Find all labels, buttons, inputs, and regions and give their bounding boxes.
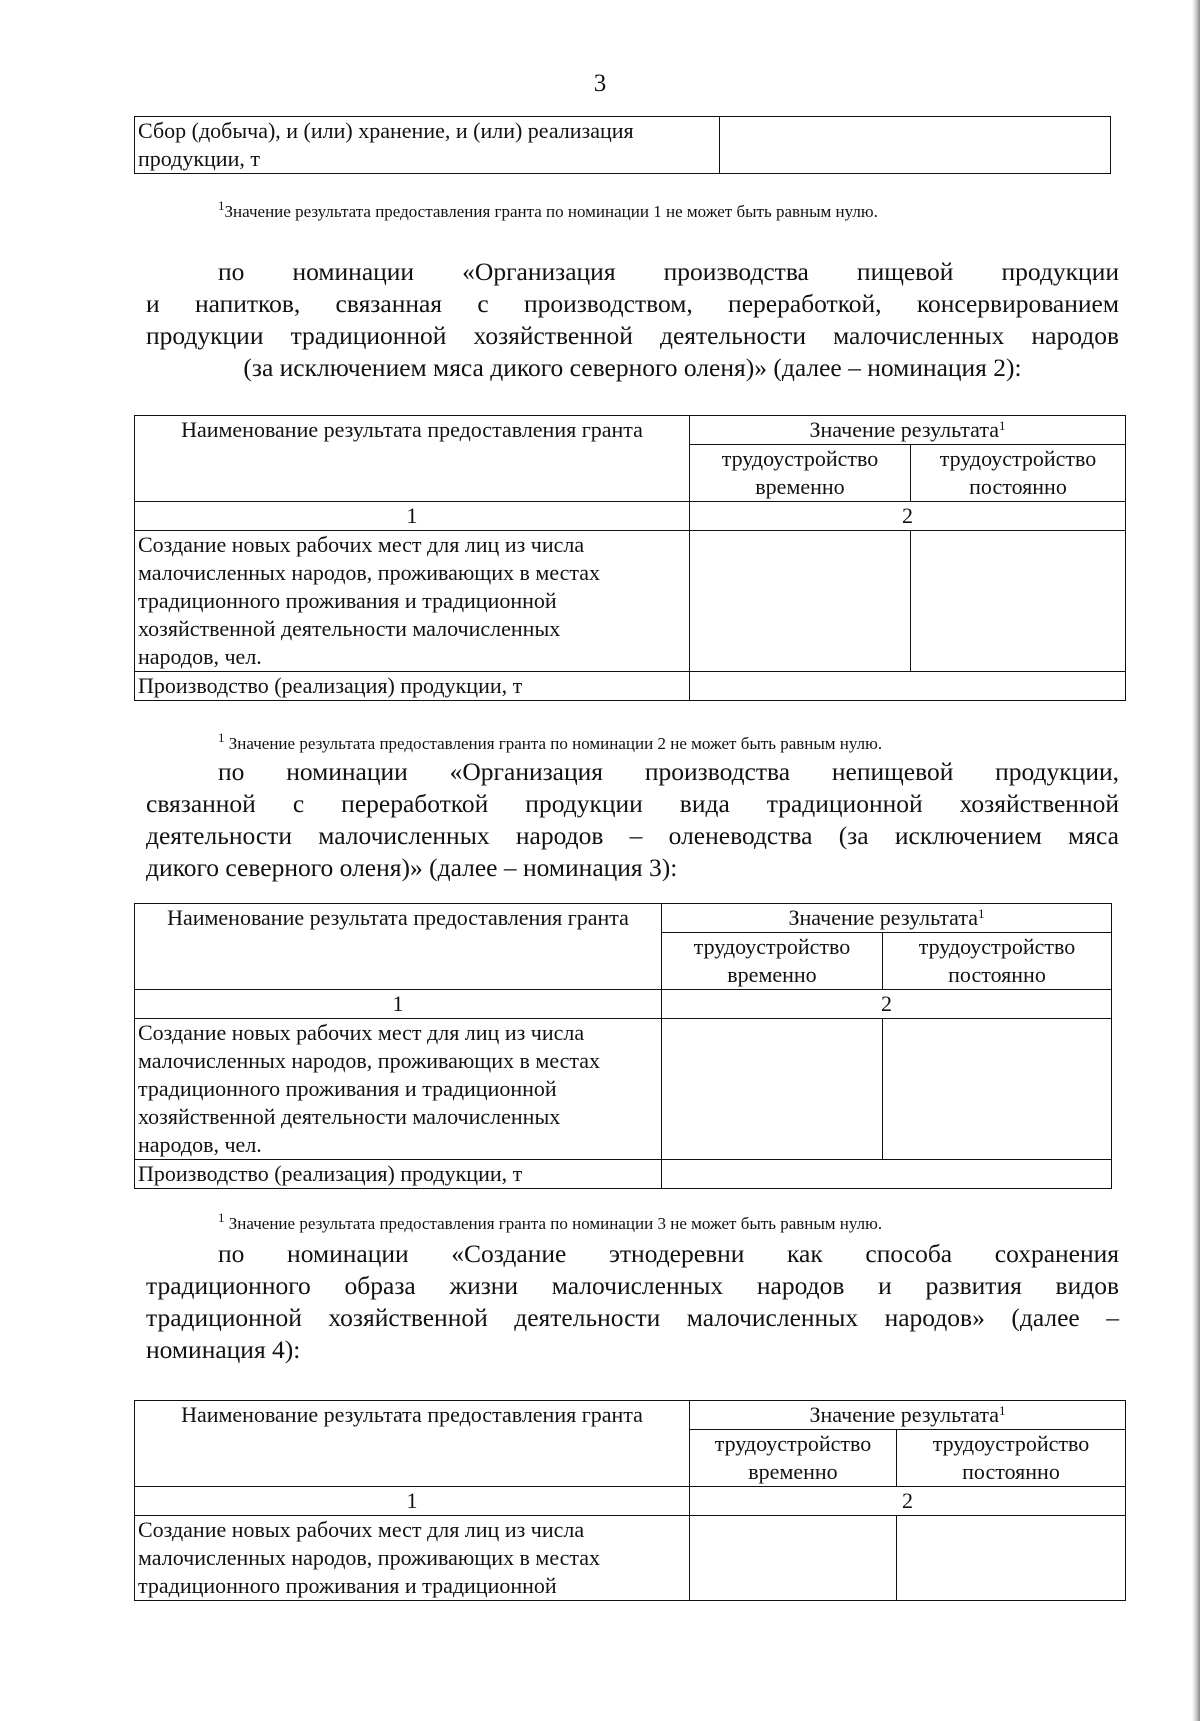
table-cell-value bbox=[690, 672, 1126, 701]
table-row bbox=[135, 502, 1126, 531]
header-text: Значение результата bbox=[788, 905, 978, 930]
table-row bbox=[135, 117, 1111, 174]
table-header-row bbox=[135, 1401, 1126, 1430]
cell-text: народов, чел. bbox=[138, 1132, 262, 1157]
header-text: Наименование результата предоставления гранта bbox=[181, 417, 643, 442]
header-value bbox=[690, 416, 1126, 445]
header-permanent bbox=[897, 1430, 1126, 1487]
footnote-1 bbox=[218, 198, 878, 222]
table-row bbox=[135, 531, 1126, 672]
column-number: 1 bbox=[135, 990, 662, 1019]
cell-text: традиционного проживания и традиционной bbox=[138, 1076, 557, 1101]
table-cell-value bbox=[911, 531, 1126, 672]
footnote-mark: 1 bbox=[218, 198, 225, 213]
header-temporary bbox=[690, 1430, 897, 1487]
header-permanent bbox=[883, 933, 1112, 990]
table-header-row bbox=[135, 904, 1112, 933]
header-text: трудоустройство bbox=[939, 446, 1097, 471]
footnote-text: Значение результата предоставления гранта по номинации 2 не может быть равным нулю. bbox=[228, 734, 883, 753]
header-temporary bbox=[690, 445, 911, 502]
nomination-4-table bbox=[134, 1400, 1126, 1601]
header-value bbox=[690, 1401, 1126, 1430]
paragraph-line: традиционной хозяйственной деятельности малочисленных народов» (далее – bbox=[146, 1303, 1119, 1332]
row-label-production: Производство (реализация) продукции, т bbox=[135, 672, 690, 701]
footnote-2 bbox=[218, 730, 883, 754]
nomination1-table-end bbox=[134, 116, 1111, 174]
table-cell-value bbox=[720, 117, 1111, 174]
footnote-text: Значение результата предоставления гранта по номинации 1 не может быть равным нулю. bbox=[224, 202, 878, 221]
header-text: Наименование результата предоставления гранта bbox=[181, 1402, 643, 1427]
paragraph-line: номинация 4): bbox=[146, 1335, 301, 1364]
header-text: Значение результата bbox=[809, 417, 999, 442]
table-cell-value bbox=[690, 531, 911, 672]
nomination-2-table bbox=[134, 415, 1126, 701]
table-row bbox=[135, 1487, 1126, 1516]
footnote-mark: 1 bbox=[999, 418, 1006, 433]
footnote-mark: 1 bbox=[999, 1403, 1006, 1418]
table-cell-value bbox=[662, 1160, 1112, 1189]
table-row bbox=[135, 1019, 1112, 1160]
header-value bbox=[662, 904, 1112, 933]
header-text: временно bbox=[727, 962, 817, 987]
footnote-mark: 1 bbox=[218, 730, 225, 745]
header-name bbox=[135, 904, 662, 990]
table-cell-value bbox=[883, 1019, 1112, 1160]
paragraph-line: деятельности малочисленных народов – оленеводства (за исключением мяса bbox=[146, 821, 1119, 850]
cell-text: малочисленных народов, проживающих в местах bbox=[138, 1545, 601, 1570]
cell-text: хозяйственной деятельности малочисленных bbox=[138, 616, 561, 641]
header-name bbox=[135, 416, 690, 502]
column-number: 2 bbox=[662, 990, 1112, 1019]
paragraph-line: и напитков, связанная с производством, переработкой, консервированием bbox=[146, 289, 1119, 318]
header-text: постоянно bbox=[969, 474, 1067, 499]
cell-text: малочисленных народов, проживающих в местах bbox=[138, 1048, 601, 1073]
cell-text: Создание новых рабочих мест для лиц из числа bbox=[138, 1020, 585, 1045]
header-text: трудоустройство bbox=[693, 934, 851, 959]
footnote-text: Значение результата предоставления гранта по номинации 3 не может быть равным нулю. bbox=[228, 1214, 883, 1233]
scan-edge bbox=[1192, 0, 1200, 1721]
cell-text: малочисленных народов, проживающих в местах bbox=[138, 560, 601, 585]
row-label-jobs bbox=[135, 531, 690, 672]
paragraph-line: по номинации «Организация производства непищевой продукции, bbox=[218, 757, 1119, 786]
paragraph-line: продукции традиционной хозяйственной деятельности малочисленных народов bbox=[146, 321, 1119, 350]
cell-text: народов, чел. bbox=[138, 644, 262, 669]
header-text: Значение результата bbox=[809, 1402, 999, 1427]
cell-text: Сбор (добыча), и (или) хранение, и (или) реализация bbox=[138, 118, 634, 143]
footnote-mark: 1 bbox=[218, 1210, 225, 1225]
paragraph-line: (за исключением мяса дикого северного оленя)» (далее – номинация 2): bbox=[243, 353, 1022, 382]
paragraph-line: традиционного образа жизни малочисленных народов и развития видов bbox=[146, 1271, 1119, 1300]
cell-text: Создание новых рабочих мест для лиц из числа bbox=[138, 532, 585, 557]
table-row bbox=[135, 672, 1126, 701]
header-text: постоянно bbox=[962, 1459, 1060, 1484]
table-row bbox=[135, 990, 1112, 1019]
nomination-2-paragraph bbox=[146, 256, 1119, 384]
header-text: постоянно bbox=[948, 962, 1046, 987]
footnote-mark: 1 bbox=[978, 906, 985, 921]
paragraph-line: по номинации «Организация производства пищевой продукции bbox=[218, 257, 1119, 286]
paragraph-line: дикого северного оленя)» (далее – номинация 3): bbox=[146, 853, 678, 882]
header-text: временно bbox=[748, 1459, 838, 1484]
column-number: 2 bbox=[690, 1487, 1126, 1516]
header-text: трудоустройство bbox=[714, 1431, 872, 1456]
header-name bbox=[135, 1401, 690, 1487]
table-cell-value bbox=[690, 1516, 897, 1601]
header-text: Наименование результата предоставления гранта bbox=[167, 905, 629, 930]
header-text: трудоустройство bbox=[918, 934, 1076, 959]
column-number: 2 bbox=[690, 502, 1126, 531]
cell-text: продукции, т bbox=[138, 146, 260, 171]
table-row bbox=[135, 1160, 1112, 1189]
header-text: трудоустройство bbox=[721, 446, 879, 471]
cell-text: традиционного проживания и традиционной bbox=[138, 588, 557, 613]
nomination-3-table bbox=[134, 903, 1112, 1189]
table-cell-value bbox=[662, 1019, 883, 1160]
paragraph-line: по номинации «Создание этнодеревни как способа сохранения bbox=[218, 1239, 1119, 1268]
header-text: временно bbox=[755, 474, 845, 499]
table-header-row bbox=[135, 416, 1126, 445]
header-permanent bbox=[911, 445, 1126, 502]
cell-text: традиционного проживания и традиционной bbox=[138, 1573, 557, 1598]
nomination-3-paragraph bbox=[146, 756, 1119, 884]
cell-text: хозяйственной деятельности малочисленных bbox=[138, 1104, 561, 1129]
table-cell-value bbox=[897, 1516, 1126, 1601]
header-text: трудоустройство bbox=[932, 1431, 1090, 1456]
footnote-3 bbox=[218, 1210, 883, 1234]
table-row bbox=[135, 1516, 1126, 1601]
row-label-production: Производство (реализация) продукции, т bbox=[135, 1160, 662, 1189]
column-number: 1 bbox=[135, 502, 690, 531]
table-cell-label bbox=[135, 117, 720, 174]
nomination-4-paragraph bbox=[146, 1238, 1119, 1366]
row-label-jobs bbox=[135, 1516, 690, 1601]
header-temporary bbox=[662, 933, 883, 990]
paragraph-line: связанной с переработкой продукции вида традиционной хозяйственной bbox=[146, 789, 1119, 818]
page-number: 3 bbox=[593, 70, 607, 97]
column-number: 1 bbox=[135, 1487, 690, 1516]
cell-text: Создание новых рабочих мест для лиц из числа bbox=[138, 1517, 585, 1542]
row-label-jobs bbox=[135, 1019, 662, 1160]
